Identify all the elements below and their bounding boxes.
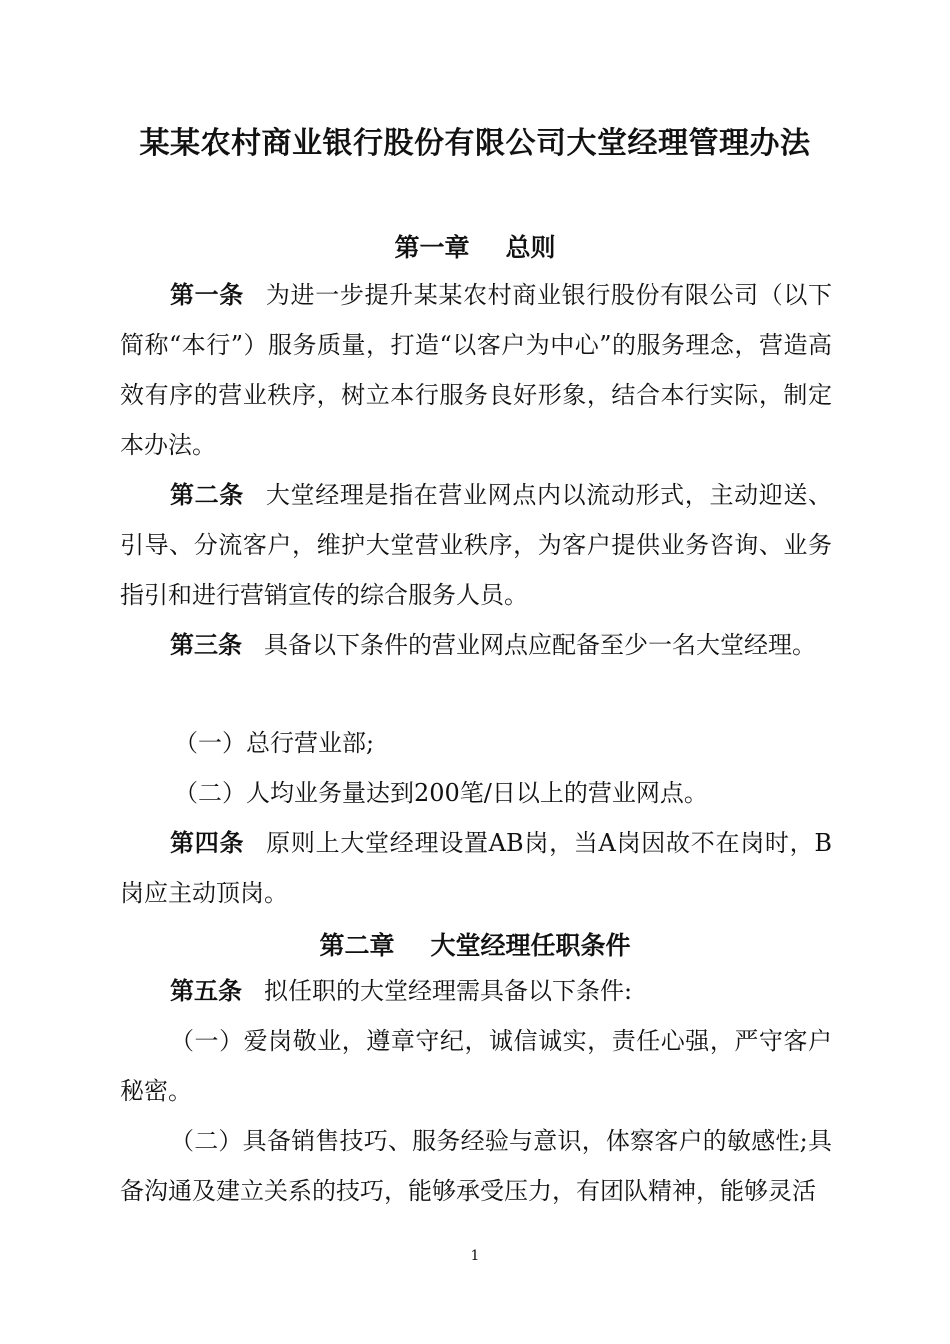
article-text: 具备以下条件的营业网点应配备至少一名大堂经理。 xyxy=(264,631,816,659)
article-label: 第一条 xyxy=(170,280,244,309)
article-label: 第二条 xyxy=(170,480,244,509)
chapter-label: 第二章 xyxy=(319,931,395,960)
article-5-item-2: （二）具备销售技巧、服务经验与意识，体察客户的敏感性;具备沟通及建立关系的技巧，能够承受压力，有团队精神，能够灵活 xyxy=(120,1127,832,1205)
article-text: 原则上大堂经理设置AB岗，当A岗因故不在岗时，B岗应主动顶岗。 xyxy=(120,829,833,907)
article-4 xyxy=(120,818,832,918)
chapter-name: 大堂经理任职条件 xyxy=(430,931,631,960)
article-text: 拟任职的大堂经理需具备以下条件: xyxy=(264,977,633,1005)
article-3 xyxy=(120,620,832,670)
chapter-heading-1 xyxy=(0,228,950,264)
article-3-item-1: （一）总行营业部; xyxy=(174,729,375,757)
article-1 xyxy=(120,270,832,470)
article-label: 第三条 xyxy=(170,630,242,659)
article-text: 大堂经理是指在营业网点内以流动形式，主动迎送、引导、分流客户，维护大堂营业秩序，为客户提供业务咨询、业务指引和进行营销宣传的综合服务人员。 xyxy=(120,481,833,609)
document-title: 某某农村商业银行股份有限公司大堂经理管理办法 xyxy=(139,126,811,161)
article-5 xyxy=(120,966,832,1016)
chapter-label: 第一章 xyxy=(394,233,470,262)
chapter-heading-2 xyxy=(0,926,950,962)
article-label: 第四条 xyxy=(170,828,245,857)
page-number: 1 xyxy=(470,1248,480,1264)
article-text: 为进一步提升某某农村商业银行股份有限公司（以下简称“本行”）服务质量，打造“以客户为中心”的服务理念，营造高效有序的营业秩序，树立本行服务良好形象，结合本行实际，制定本办法。 xyxy=(120,281,833,459)
article-label: 第五条 xyxy=(170,976,242,1005)
article-5-item-1: （一）爱岗敬业，遵章守纪，诚信诚实，责任心强，严守客户秘密。 xyxy=(120,1027,832,1105)
chapter-name: 总则 xyxy=(505,233,556,262)
article-2 xyxy=(120,470,832,620)
article-3-item-2: （二）人均业务量达到200笔/日以上的营业网点。 xyxy=(174,779,708,807)
